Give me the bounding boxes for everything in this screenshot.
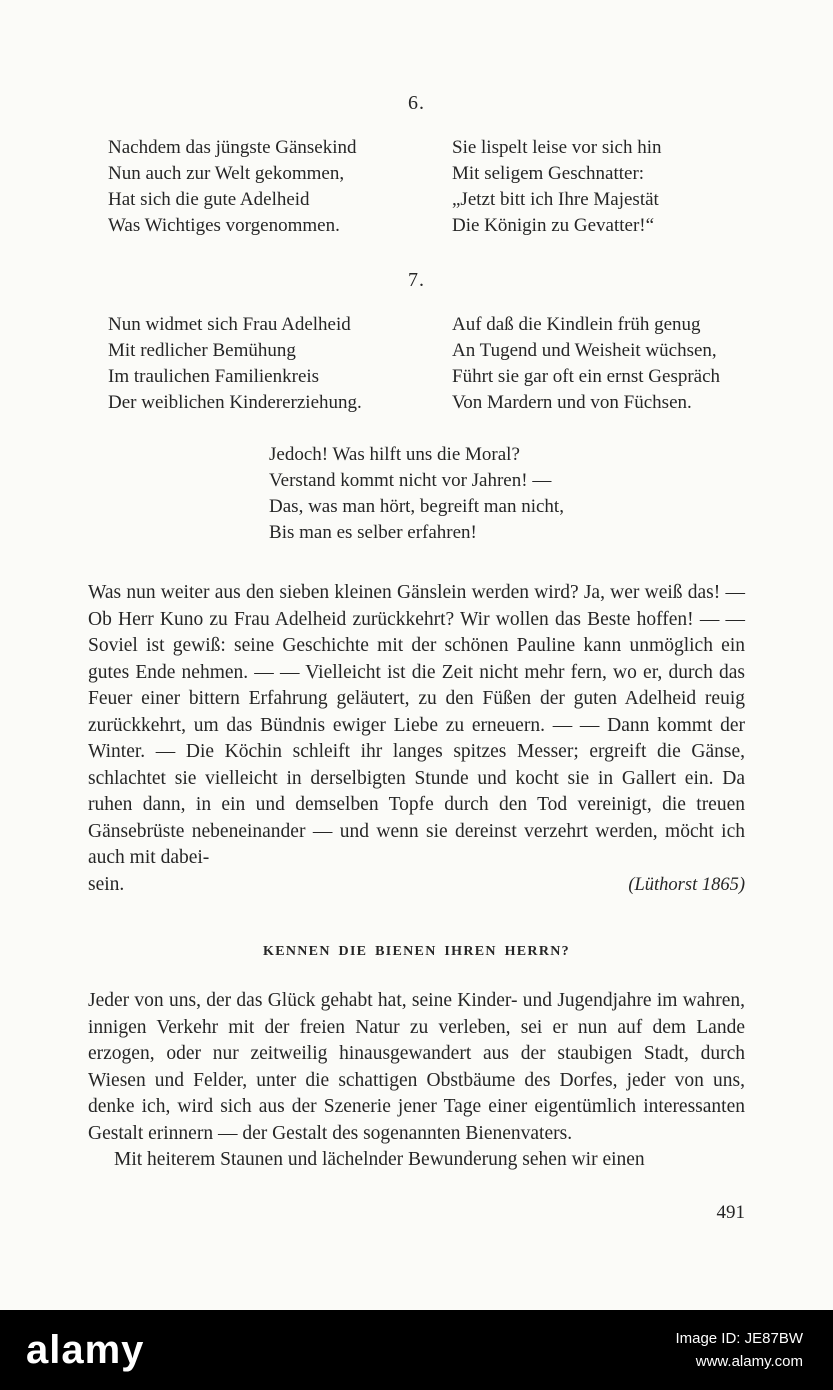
- verse-line: Bis man es selber erfahren!: [269, 522, 477, 543]
- stanza-7-number: 7.: [408, 269, 425, 291]
- attribution: (Lüthorst 1865): [628, 874, 745, 895]
- prose-paragraph-1: Was nun weiter aus den sieben kleinen Gänslein werden wird? Ja, wer weiß das! — Ob Herr Kuno zu Frau Adelheid zurückkehrt? Wir wollen das Beste hoffen! — — Soviel ist gewiß: seine Geschichte mit der schönen Pauline kann unmöglich ein gutes Ende nehmen. — — Vielleicht ist die Zeit nicht mehr fern, wo er, durch das Feuer einer bittern Erfahrung geläutert, zu den Füßen der guten Adelheid reuig zurückkehrt, um das Bündnis ewiger Liebe zu erneuern. — — Dann kommt der Winter. — Die Köchin schleift ihr langes spitzes Messer; ergreift die Gänse, schlachtet sie vielleicht in derselbigten Stunde und kocht sie in Gallert ein. Da ruhen dann, in ein und demselben Topfe durch den Tod vereinigt, die treuen Gänsebrüste nebeneinander — und wenn sie dereinst verzehrt werden, möcht ich auch mit dabei-: [88, 582, 745, 868]
- verse-line: Mit redlicher Bemühung: [108, 340, 296, 361]
- watermark-meta: [675, 1327, 803, 1374]
- prose-paragraph-3: Mit heiterem Staunen und lächelnder Bewunderung sehen wir einen: [114, 1149, 645, 1170]
- verse-line: Sie lispelt leise vor sich hin: [452, 137, 662, 158]
- verse-line: Die Königin zu Gevatter!“: [452, 215, 655, 236]
- centered-quatrain: [269, 442, 564, 546]
- stanza-7-left-column: [108, 312, 452, 416]
- stock-photo-watermark-bar: [0, 1310, 833, 1390]
- page-number: 491: [716, 1201, 745, 1223]
- image-id-label: Image ID: JE87BW: [675, 1329, 803, 1347]
- verse-line: Nun widmet sich Frau Adelheid: [108, 314, 351, 335]
- verse-line: Hat sich die gute Adelheid: [108, 189, 310, 210]
- verse-line: An Tugend und Weisheit wüchsen,: [452, 340, 717, 361]
- verse-line: Mit seligem Geschnatter:: [452, 163, 645, 184]
- stanza-6-right-column: [452, 135, 745, 239]
- stanza-6: [88, 135, 745, 239]
- verse-line: Was Wichtiges vorgenommen.: [108, 215, 340, 236]
- alamy-logo: alamy: [26, 1328, 145, 1372]
- prose-1-last-word: sein.: [88, 873, 125, 895]
- stanza-7-right-column: [452, 312, 745, 416]
- verse-line: „Jetzt bitt ich Ihre Majestät: [452, 189, 659, 210]
- prose-paragraph-2: Jeder von uns, der das Glück gehabt hat, seine Kinder- und Jugendjahre im wahren, innigen Verkehr mit der freien Natur zu verleben, sei er nun auf dem Lande erzogen, oder nur zeitweilig hinausgewandert aus der staubigen Stadt, durch Wiesen und Felder, unter die schattigen Obstbäume des Dorfes, jeder von uns, denke ich, wird sich aus der Szenerie jener Tage einer eigentümlich interessanten Gestalt erinnern — der Gestalt des sogenannten Bienenvaters.: [88, 990, 745, 1144]
- centered-quatrain-wrap: [88, 442, 745, 546]
- verse-line: Der weiblichen Kindererziehung.: [108, 392, 362, 413]
- verse-line: Nachdem das jüngste Gänsekind: [108, 137, 357, 158]
- verse-line: Das, was man hört, begreift man nicht,: [269, 496, 564, 517]
- verse-line: Jedoch! Was hilft uns die Moral?: [269, 444, 520, 465]
- stanza-6-left-column: [108, 135, 452, 239]
- alamy-url: www.alamy.com: [695, 1353, 803, 1370]
- verse-line: Führt sie gar oft ein ernst Gespräch: [452, 366, 721, 387]
- verse-line: Auf daß die Kindlein früh genug: [452, 314, 701, 335]
- verse-line: Nun auch zur Welt gekommen,: [108, 163, 345, 184]
- verse-line: Verstand kommt nicht vor Jahren! —: [269, 470, 552, 491]
- verse-line: Von Mardern und von Füchsen.: [452, 392, 692, 413]
- verse-line: Im traulichen Familienkreis: [108, 366, 320, 387]
- stanza-6-number: 6.: [408, 92, 425, 114]
- stanza-7: [88, 312, 745, 416]
- prose-1-final-line: [88, 872, 745, 899]
- section-heading: KENNEN DIE BIENEN IHREN HERRN?: [263, 944, 570, 959]
